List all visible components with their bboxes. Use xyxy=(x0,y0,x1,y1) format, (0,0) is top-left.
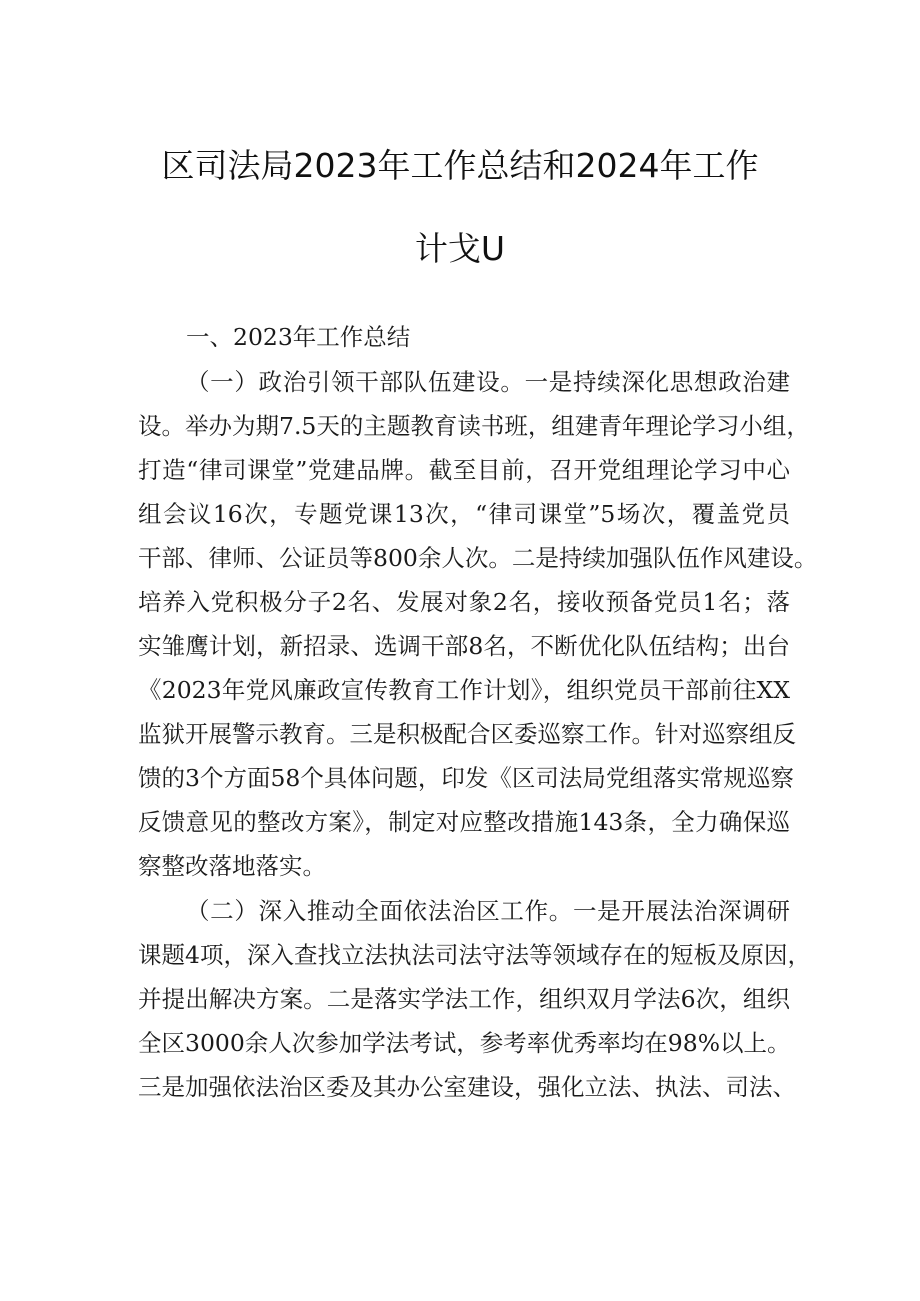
paragraph-line: 干部、律师、公证员等800余人次。二是持续加强队伍作风建设。 xyxy=(138,544,818,572)
paragraph-line: 馈的3个方面58个具体问题，印发《区司法局党组落实常规巡察 xyxy=(138,764,794,792)
paragraph-line: 三是加强依法治区委及其办公室建设，强化立法、执法、司法、 xyxy=(138,1073,796,1101)
paragraph-line: 反馈意见的整改方案》，制定对应整改措施143条，全力确保巡 xyxy=(138,808,790,836)
paragraph-line: 实雏鹰计划，新招录、选调干部8名，不断优化队伍结构；出台 xyxy=(138,632,790,660)
section-heading: 一、2023年工作总结 xyxy=(186,323,411,351)
paragraph-line: 课题4项，深入查找立法执法司法守法等领域存在的短板及原因， xyxy=(138,941,811,969)
paragraph-line: 监狱开展警示教育。三是积极配合区委巡察工作。针对巡察组反 xyxy=(138,720,796,748)
paragraph-line: 培养入党积极分子2名、发展对象2名，接收预备党员1名；落 xyxy=(138,588,790,616)
paragraph-line: 设。举办为期7.5天的主题教育读书班，组建青年理论学习小组， xyxy=(138,412,810,440)
paragraph-line: 全区3000余人次参加学法考试，参考率优秀率均在98%以上。 xyxy=(138,1029,791,1057)
document-title-line-2: 计戈U xyxy=(414,229,506,268)
document-title-line-1: 区司法局2023年工作总结和2024年工作 xyxy=(161,146,759,185)
paragraph-line: 打造“律司课堂”党建品牌。截至目前，召开党组理论学习中心 xyxy=(138,456,790,484)
paragraph-line: 察整改落地落实。 xyxy=(138,852,326,880)
paragraph-line: 并提出解决方案。二是落实学法工作，组织双月学法6次，组织 xyxy=(138,985,790,1013)
paragraph-line: （一）政治引领干部队伍建设。一是持续深化思想政治建 xyxy=(186,368,790,396)
paragraph-line: 组会议16次，专题党课13次，“律司课堂”5场次，覆盖党员 xyxy=(138,500,790,528)
paragraph-line: （二）深入推动全面依法治区工作。一是开展法治深调研 xyxy=(186,897,790,925)
paragraph-line: 《2023年党风廉政宣传教育工作计划》，组织党员干部前往XX xyxy=(138,676,790,704)
